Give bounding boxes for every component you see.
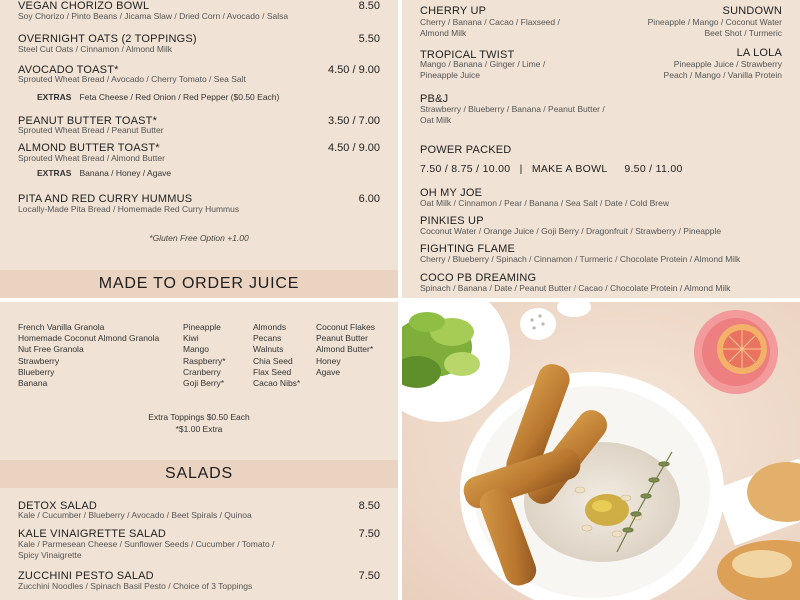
toppings-col-2 (183, 322, 226, 389)
smoothie-desc: Pineapple Juice (420, 70, 481, 80)
item-name: OVERNIGHT OATS (2 TOPPINGS) (18, 33, 197, 45)
breakfast-panel (0, 0, 398, 298)
topping: Mango (183, 344, 209, 355)
item-name: PITA AND RED CURRY HUMMUS (18, 193, 193, 205)
topping: Strawberry (18, 355, 60, 366)
make-bowl-label: MAKE A BOWL (531, 163, 608, 175)
food-photo (402, 302, 800, 600)
salads-heading: SALADS (0, 460, 398, 488)
extras-text: Feta Cheese / Red Onion / Red Pepper ($0.50 Each) (79, 92, 280, 102)
salad-desc: Kale / Parmesean Cheese / Sunflower Seeds / Cucumber / Tomato / (18, 539, 275, 549)
salad-desc: Zucchini Noodles / Spinach Basil Pesto / Choice of 3 Toppings (18, 581, 253, 591)
salad-price: 7.50 (358, 528, 380, 540)
item-desc: Sprouted Wheat Bread / Almond Butter (18, 153, 165, 163)
item-name: VEGAN CHORIZO BOWL (18, 0, 150, 12)
item-desc: Sprouted Wheat Bread / Avocado / Cherry Tomato / Sea Salt (18, 74, 246, 84)
smoothie-name: PB&J (420, 93, 449, 105)
smoothie-name: OH MY JOE (420, 187, 483, 199)
item-price: 4.50 / 9.00 (328, 64, 380, 76)
salt-shaker (520, 308, 556, 340)
smoothie-name: TROPICAL TWIST (420, 49, 515, 61)
topping: Pecans (253, 333, 282, 344)
toppings-col-3 (253, 322, 300, 389)
topping: Cranberry (183, 366, 221, 377)
topping: Chia Seed (253, 355, 293, 366)
topping: Pineapple (183, 322, 221, 332)
salad-name: ZUCCHINI PESTO SALAD (18, 570, 154, 582)
topping: Almond Butter* (316, 344, 374, 355)
smoothies-panel (402, 0, 800, 298)
toppings-col-4 (316, 322, 375, 378)
salad-desc: Kale / Cucumber / Blueberry / Avocado / Beet Spirals / Quinoa (18, 510, 252, 520)
smoothie-name: PINKIES UP (420, 215, 484, 227)
smoothie-name: CHERRY UP (420, 5, 487, 17)
power-prices: 7.50 / 8.75 / 10.00 (420, 163, 511, 175)
smoothie-name: SUNDOWN (722, 5, 782, 17)
extras-label: EXTRAS (37, 168, 72, 178)
salad-price: 8.50 (358, 500, 380, 512)
topping: Peanut Butter (316, 333, 368, 344)
item-desc: Steel Cut Oats / Cinnamon / Almond Milk (18, 44, 173, 54)
topping: Walnuts (253, 344, 284, 355)
topping: Kiwi (183, 333, 199, 344)
hummus-plate-illustration (402, 302, 800, 600)
smoothie-desc: Cherry / Blueberry / Spinach / Cinnamon / Turmeric / Chocolate Protein / Almond Milk (420, 254, 741, 264)
juice-heading: MADE TO ORDER JUICE (0, 270, 398, 298)
salad-name: KALE VINAIGRETTE SALAD (18, 528, 167, 540)
item-price: 5.50 (358, 33, 380, 45)
topping: Honey (316, 355, 341, 366)
topping: Flax Seed (253, 366, 292, 377)
item-price: 3.50 / 7.00 (328, 115, 380, 127)
smoothie-desc: Almond Milk (420, 28, 467, 38)
extras-text: Banana / Honey / Agave (79, 168, 172, 178)
price-separator: | (519, 163, 523, 175)
extras-label: EXTRAS (37, 92, 72, 102)
item-price: 6.00 (358, 193, 380, 205)
smoothie-desc: Pineapple Juice / Strawberry (673, 59, 782, 69)
item-price: 8.50 (358, 0, 380, 12)
salad-price: 7.50 (358, 570, 380, 582)
topping: Almonds (253, 322, 287, 332)
smoothie-desc: Oat Milk (420, 115, 452, 125)
horizontal-divider (0, 298, 800, 302)
grapefruit-drink (694, 310, 778, 394)
topping: Banana (18, 378, 48, 389)
topping: Goji Berry* (183, 378, 225, 389)
make-bowl-prices: 9.50 / 11.00 (624, 163, 683, 175)
toppings-col-1 (18, 322, 159, 389)
gluten-free-note: *Gluten Free Option +1.00 (149, 233, 249, 243)
item-price: 4.50 / 9.00 (328, 142, 380, 154)
smoothie-desc: Strawberry / Blueberry / Banana / Peanut Butter / (420, 104, 605, 114)
item-desc: Soy Chorizo / Pinto Beans / Jicama Slaw / Dried Corn / Avocado / Salsa (18, 11, 289, 21)
smoothie-desc: Peach / Mango / Vanilla Protein (663, 70, 782, 80)
smoothie-desc: Oat Milk / Cinnamon / Pear / Banana / Sea Salt / Date / Cold Brew (420, 198, 669, 208)
topping: Agave (316, 366, 341, 377)
topping: Blueberry (18, 366, 55, 377)
extra-cost-note: *$1.00 Extra (175, 424, 223, 434)
topping: Cacao Nibs* (253, 378, 301, 389)
smoothie-desc: Coconut Water / Orange Juice / Goji Berry / Dragonfruit / Strawberry / Pineapple (420, 226, 722, 236)
extras-line (37, 92, 279, 102)
smoothie-name: LA LOLA (736, 47, 782, 59)
item-desc: Sprouted Wheat Bread / Peanut Butter (18, 125, 164, 135)
topping: French Vanilla Granola (18, 322, 105, 332)
salad-desc: Spicy Vinaigrette (18, 550, 82, 560)
power-heading: POWER PACKED (420, 144, 512, 156)
power-prices-line (420, 163, 683, 175)
item-name: AVOCADO TOAST* (18, 64, 119, 76)
smoothie-name: COCO PB DREAMING (420, 272, 537, 284)
smoothie-desc: Cherry / Banana / Cacao / Flaxseed / (420, 17, 560, 27)
topping: Coconut Flakes (316, 322, 376, 332)
smoothie-desc: Spinach / Banana / Date / Peanut Butter / Cacao / Chocolate Protein / Almond Milk (420, 283, 731, 293)
topping: Homemade Coconut Almond Granola (18, 333, 160, 344)
topping: Nut Free Granola (18, 344, 84, 355)
smoothie-name: FIGHTING FLAME (420, 243, 516, 255)
smoothie-desc: Beet Shot / Turmeric (704, 28, 782, 38)
extra-toppings-note: Extra Toppings $0.50 Each (148, 412, 250, 422)
topping: Raspberry* (183, 355, 226, 366)
item-name: PEANUT BUTTER TOAST* (18, 115, 158, 127)
smoothie-desc: Mango / Banana / Ginger / Lime / (420, 59, 546, 69)
salad-name: DETOX SALAD (18, 500, 98, 512)
extras-line (37, 168, 171, 178)
item-name: ALMOND BUTTER TOAST* (18, 142, 160, 154)
smoothie-desc: Pineapple / Mango / Coconut Water (647, 17, 782, 27)
item-desc: Locally-Made Pita Bread / Homemade Red Curry Hummus (18, 204, 240, 214)
toppings-salads-panel (0, 302, 398, 600)
